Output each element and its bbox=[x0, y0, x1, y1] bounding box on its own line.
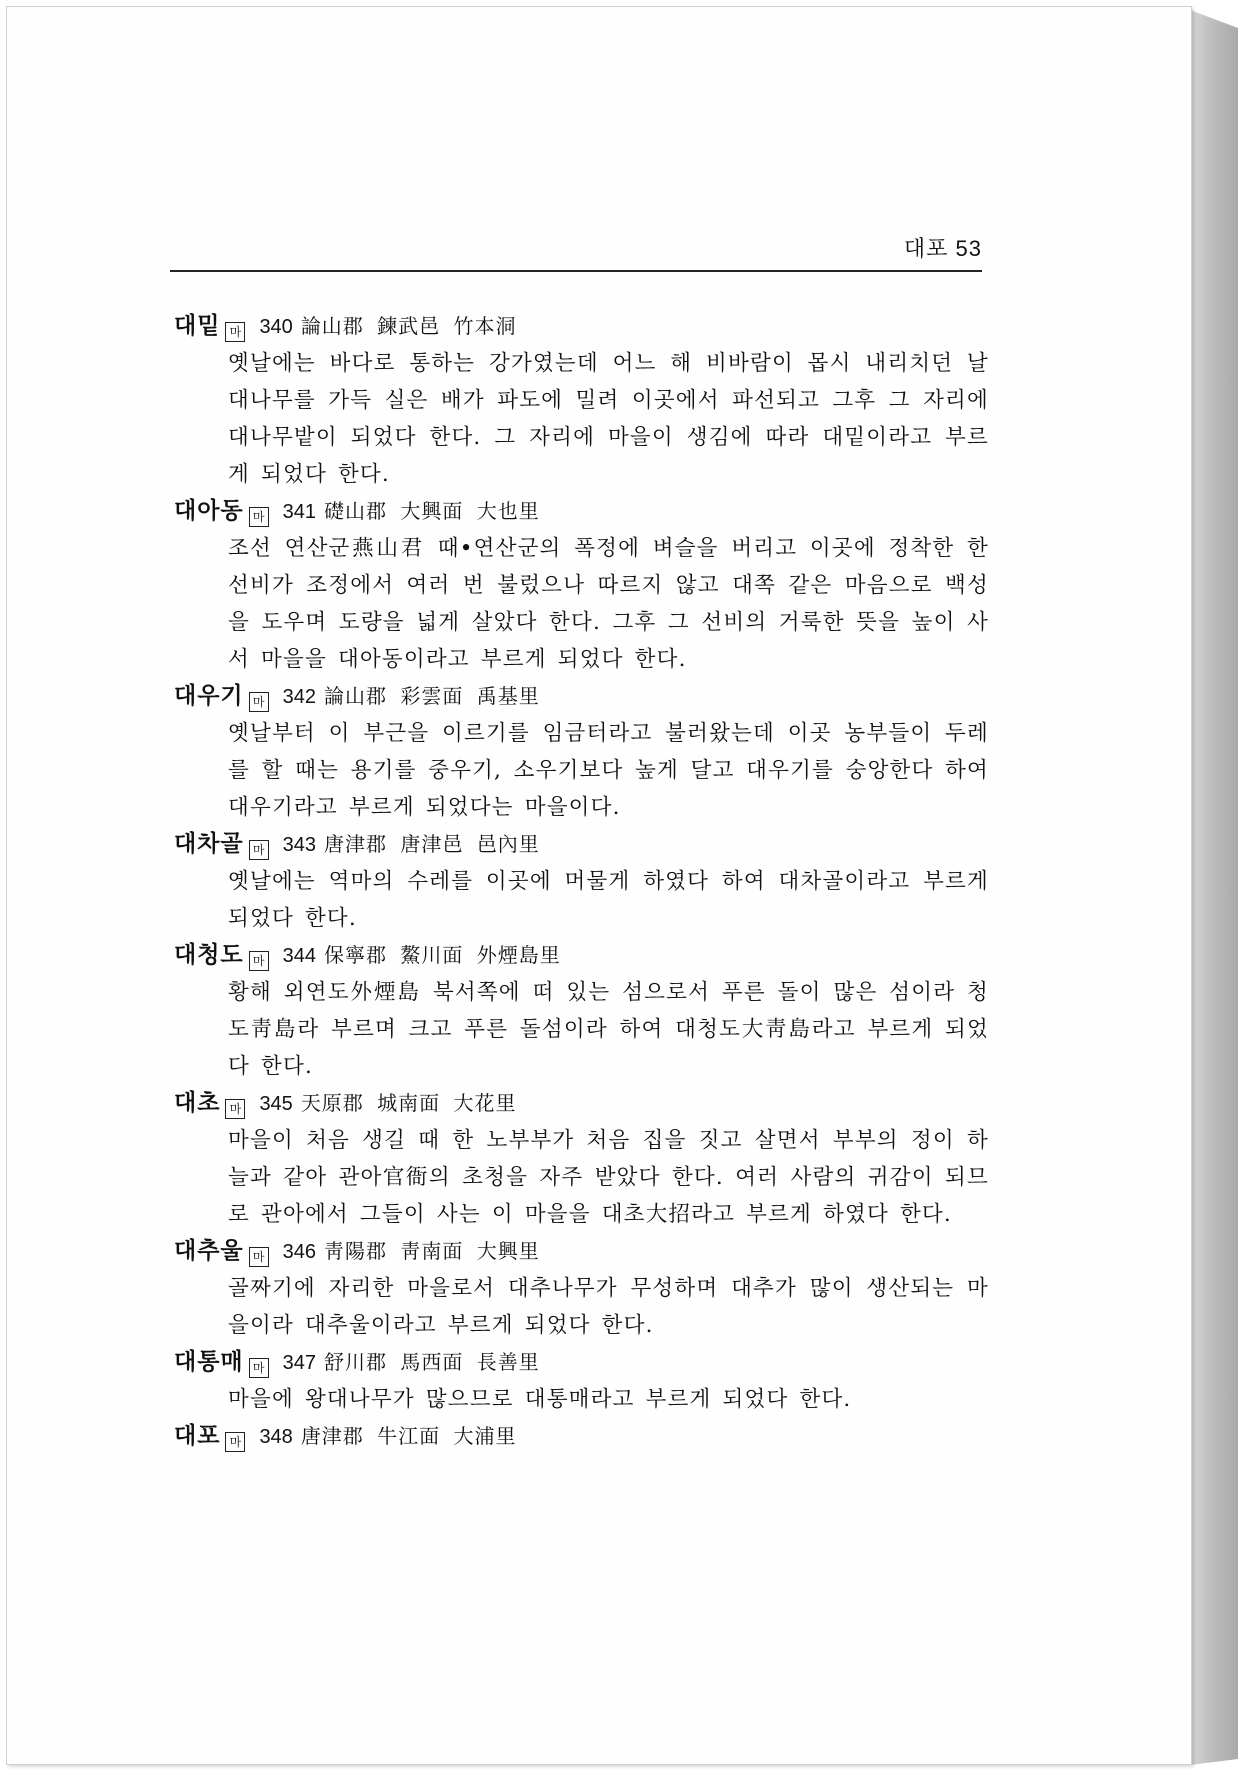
village-mark-icon: 마 bbox=[249, 1247, 269, 1267]
village-mark-icon: 마 bbox=[225, 322, 245, 342]
headword: 대초 bbox=[174, 1090, 221, 1116]
headword: 대밑 bbox=[174, 313, 221, 339]
entry-location: 礎山郡 大興面 大也里 bbox=[324, 499, 540, 523]
entry-head bbox=[174, 1233, 989, 1270]
entry-location: 論山郡 彩雲面 禹基里 bbox=[324, 684, 540, 708]
entry bbox=[174, 1233, 989, 1344]
headword: 대포 bbox=[174, 1423, 221, 1449]
entry-head bbox=[174, 493, 989, 530]
headword: 대차골 bbox=[174, 831, 244, 857]
entry-head bbox=[174, 1344, 989, 1381]
entry-head bbox=[174, 937, 989, 974]
entry-head bbox=[174, 308, 989, 345]
entry-head bbox=[174, 826, 989, 863]
headword: 대통매 bbox=[174, 1349, 244, 1375]
entry-location: 天原郡 城南面 大花里 bbox=[300, 1091, 517, 1115]
village-mark-icon: 마 bbox=[225, 1099, 245, 1119]
entry-number: 347 bbox=[282, 1352, 317, 1374]
running-head bbox=[170, 228, 982, 272]
entry bbox=[174, 937, 989, 1085]
entry bbox=[174, 308, 989, 493]
village-mark-icon: 마 bbox=[249, 951, 269, 971]
headword: 대청도 bbox=[174, 942, 244, 968]
headword: 대추울 bbox=[174, 1238, 244, 1264]
entry-head bbox=[174, 1418, 989, 1455]
entry-location: 唐津郡 牛江面 大浦里 bbox=[300, 1424, 517, 1448]
running-head-text: 대포 53 bbox=[903, 236, 982, 261]
entry bbox=[174, 826, 989, 937]
entry-text: 옛날에는 바다로 통하는 강가였는데 어느 해 비바람이 몹시 내리치던 날 대나무를 가득 실은 배가 파도에 밀려 이곳에서 파선되고 그후 그 자리에 대나무밭이 되었다 한다. 그 자리에 마을이 생김에 따라 대밑이라고 부르게 되었다 한다. bbox=[228, 351, 989, 487]
entry-location: 舒川郡 馬西面 長善里 bbox=[324, 1350, 540, 1374]
village-mark-icon: 마 bbox=[249, 840, 269, 860]
entry-text: 황해 외연도外煙島 북서쪽에 떠 있는 섬으로서 푸른 돌이 많은 섬이라 청도靑島라 부르며 크고 푸른 돌섬이라 하여 대청도大靑島라고 부르게 되었다 한다. bbox=[228, 980, 989, 1079]
entry-head bbox=[174, 678, 989, 715]
page-edge bbox=[1190, 10, 1238, 1765]
entry bbox=[174, 1085, 989, 1233]
entry-number: 343 bbox=[282, 834, 317, 856]
entry bbox=[174, 1344, 989, 1418]
entry-text: 조선 연산군燕山君 때•연산군의 폭정에 벼슬을 버리고 이곳에 정착한 한 선비가 조정에서 여러 번 불렀으나 따르지 않고 대쪽 같은 마음으로 백성을 도우며 도량을 넓게 살았다 한다. 그후 그 선비의 거룩한 뜻을 높이 사서 마을을 대아동이라고 부르게 되었다 한다. bbox=[228, 536, 989, 672]
entry-head bbox=[174, 1085, 989, 1122]
entry-number: 342 bbox=[282, 686, 317, 708]
entry-number: 340 bbox=[259, 316, 293, 338]
village-mark-icon: 마 bbox=[249, 1358, 269, 1378]
entry bbox=[174, 678, 989, 826]
entry-number: 344 bbox=[282, 945, 317, 967]
village-mark-icon: 마 bbox=[225, 1432, 245, 1452]
entry-text: 옛날부터 이 부근을 이르기를 임금터라고 불러왔는데 이곳 농부들이 두레를 할 때는 용기를 중우기, 소우기보다 높게 달고 대우기를 숭앙한다 하여 대우기라고 부르게 되었다는 마을이다. bbox=[228, 721, 989, 820]
entry bbox=[174, 1418, 989, 1455]
entries bbox=[174, 308, 989, 1455]
entry-location: 論山郡 鍊武邑 竹本洞 bbox=[300, 314, 517, 338]
entry-number: 341 bbox=[282, 501, 317, 523]
headword: 대우기 bbox=[174, 683, 244, 709]
village-mark-icon: 마 bbox=[249, 692, 269, 712]
entry-number: 348 bbox=[259, 1426, 293, 1448]
entry-location: 靑陽郡 靑南面 大興里 bbox=[324, 1239, 540, 1263]
entry-number: 346 bbox=[282, 1241, 317, 1263]
entry-text: 옛날에는 역마의 수레를 이곳에 머물게 하였다 하여 대차골이라고 부르게 되었다 한다. bbox=[228, 869, 989, 931]
entry-text: 마을에 왕대나무가 많으므로 대통매라고 부르게 되었다 한다. bbox=[228, 1387, 852, 1412]
village-mark-icon: 마 bbox=[249, 507, 269, 527]
entry-number: 345 bbox=[259, 1093, 293, 1115]
entry-location: 唐津郡 唐津邑 邑內里 bbox=[324, 832, 540, 856]
entry-text: 마을이 처음 생길 때 한 노부부가 처음 집을 짓고 살면서 부부의 정이 하늘과 같아 관아官衙의 초청을 자주 받았다 한다. 여러 사람의 귀감이 되므로 관아에서 그들이 사는 이 마을을 대초大招라고 부르게 하였다 한다. bbox=[228, 1128, 989, 1227]
headword: 대아동 bbox=[174, 498, 244, 524]
entry bbox=[174, 493, 989, 678]
entry-text: 골짜기에 자리한 마을로서 대추나무가 무성하며 대추가 많이 생산되는 마을이라 대추울이라고 부르게 되었다 한다. bbox=[228, 1276, 989, 1338]
entry-location: 保寧郡 鰲川面 外煙島里 bbox=[324, 943, 561, 967]
